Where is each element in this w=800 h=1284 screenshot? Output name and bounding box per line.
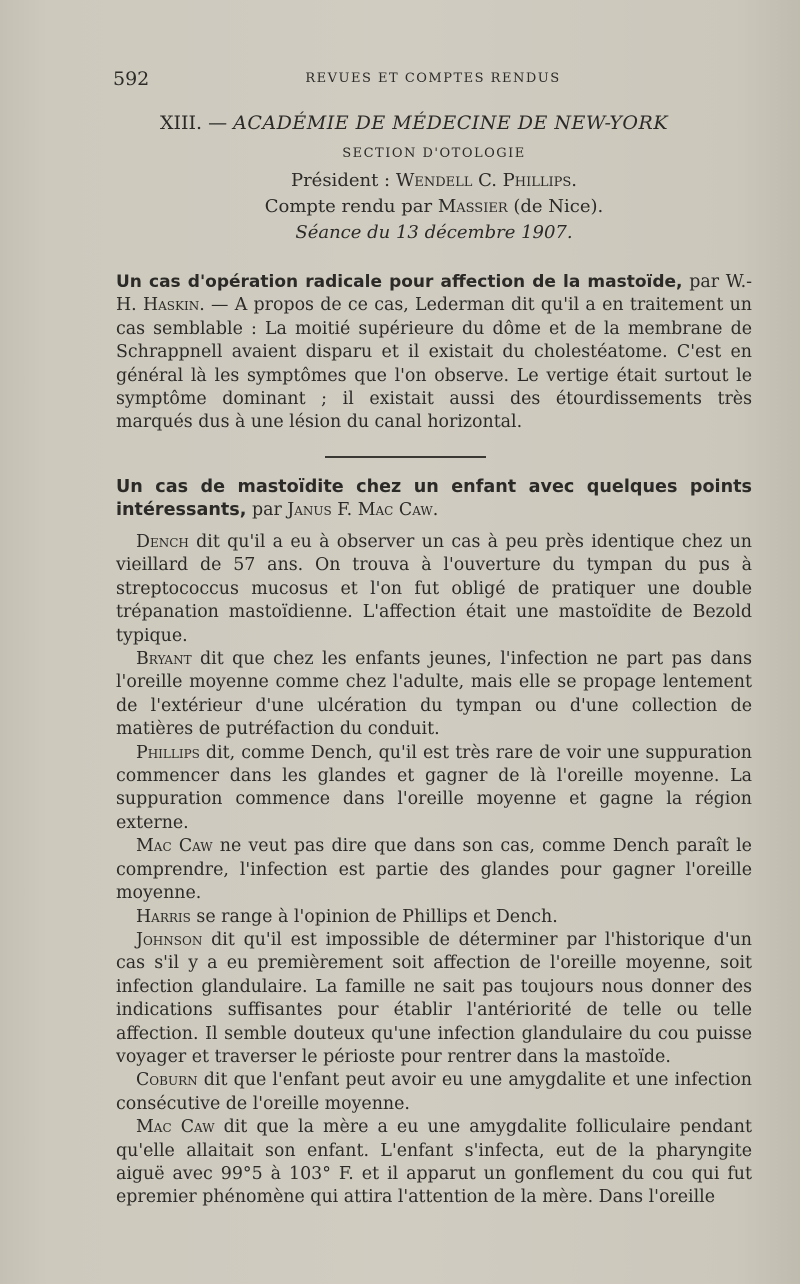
speaker-name: Mac Caw <box>136 1117 215 1138</box>
speaker-name: Bryant <box>136 649 192 670</box>
paragraph <box>116 929 752 1069</box>
speaker-name: Phillips <box>136 742 200 763</box>
paragraph <box>116 648 752 742</box>
paragraph <box>116 1069 752 1116</box>
president-prefix: Président : <box>290 170 396 191</box>
speaker-name: Johnson <box>136 929 203 950</box>
page-header <box>113 68 753 92</box>
article-1-heading: Un cas d'opération radicale pour affection de la mastoïde, <box>116 272 683 292</box>
session-date: Séance du 13 décembre 1907. <box>295 222 573 243</box>
paragraph-text: se range à l'opinion de Phillips et Dench. <box>190 906 558 927</box>
president-name: Wendell C. Phillips. <box>395 170 578 191</box>
section-number: XIII. — <box>160 112 228 134</box>
article-2-body <box>116 531 752 1210</box>
speaker-name: Mac Caw <box>136 836 213 857</box>
running-head: REVUES ET COMPTES RENDUS <box>305 71 561 86</box>
paragraph <box>116 1116 752 1210</box>
report-author: Massier <box>437 196 508 217</box>
paragraph <box>116 835 752 905</box>
article-2-author: Janus F. Mac Caw <box>287 500 433 521</box>
president-line <box>116 170 752 191</box>
paragraph-text: dit que la mère a eu une amygdalite folliculaire pendant qu'elle allaitait son enfant. L'enfant s'infecta, eut de la pharyngite aiguë avec 99°5 à 103° F. et il apparut un gonflement du cou qui fut epremier phénomène qui attira l'attention de la mère. Dans l'oreille <box>116 1117 752 1208</box>
article-2-title <box>116 476 752 523</box>
report-prefix: Compte rendu par <box>264 196 438 217</box>
speaker-name: Coburn <box>136 1070 198 1091</box>
article-1-author-prefix: par W.-H. <box>116 272 752 316</box>
article-1-author: Haskin <box>142 295 200 316</box>
article-2-author-prefix: par <box>246 500 288 521</box>
paragraph <box>116 531 752 648</box>
paragraph <box>116 906 752 929</box>
subsection-title: SECTION D'OTOLOGIE <box>342 146 526 161</box>
section-title <box>160 112 760 134</box>
speaker-name: Dench <box>136 532 189 552</box>
article-1-text: . — A propos de ce cas, Lederman dit qu'il a en traitement un cas semblable : La moitié supérieure du dôme et de la membrane de Schrappnell avaient disparu et il existait du cholestéatome. C'est en général là les symptômes que l'on observe. Le vertige était surtout le symptôme dominant ; il existait aussi des étourdissements très marqués dus à une lésion du canal horizontal. <box>116 295 752 433</box>
paragraph-text: dit, comme Dench, qu'il est très rare de voir une suppuration commencer dans les glandes et gagner de là l'oreille moyenne. La suppuration commence dans l'oreille moyenne et gagne la région externe. <box>116 742 752 833</box>
article-2-heading: Un cas de mastoïdite chez un enfant avec quelques points intéressants, <box>116 477 752 521</box>
report-suffix: (de Nice). <box>507 196 604 217</box>
report-line <box>116 196 752 217</box>
paragraph-text: dit que chez les enfants jeunes, l'infection ne part pas dans l'oreille moyenne comme chez l'adulte, mais elle se propage lentement de l'extérieur d'une ulcération du tympan ou d'une collection de matières de putréfaction du conduit. <box>116 649 752 740</box>
paragraph-text: ne veut pas dire que dans son cas, comme Dench paraît le comprendre, l'infection est partie des glandes pour gagner l'oreille moyenne. <box>116 836 752 904</box>
paragraph-text: dit qu'il a eu à observer un cas à peu près identique chez un vieillard de 57 ans. On trouva à l'ouverture du tympan du pus à streptococcus mucosus et l'on fut obligé de pratiquer une double trépanation mastoïdienne. L'affection était une mastoïdite de Bezold typique. <box>116 532 752 646</box>
article-2-author-suffix: . <box>432 500 439 521</box>
paragraph-text: dit que l'enfant peut avoir eu une amygdalite et une infection consécutive de l'oreille moyenne. <box>116 1070 752 1114</box>
academy-name: ACADÉMIE DE MÉDECINE DE NEW-YORK <box>233 112 669 134</box>
article-1 <box>116 271 752 435</box>
speaker-name: Harris <box>136 906 191 927</box>
page-number: 592 <box>113 68 150 90</box>
paragraph <box>116 742 752 836</box>
section-divider <box>325 456 486 458</box>
paragraph-text: dit qu'il est impossible de déterminer par l'historique d'un cas s'il y a eu premièrement soit affection de l'oreille moyenne, soit infection glandulaire. La famille ne sait pas toujours nous donner des indications suffisantes pour établir l'antériorité de telle ou telle affection. Il semble douteux qu'une infection glandulaire du cou puisse voyager et traverser le périoste pour rentrer dans la mastoïde. <box>116 929 752 1067</box>
